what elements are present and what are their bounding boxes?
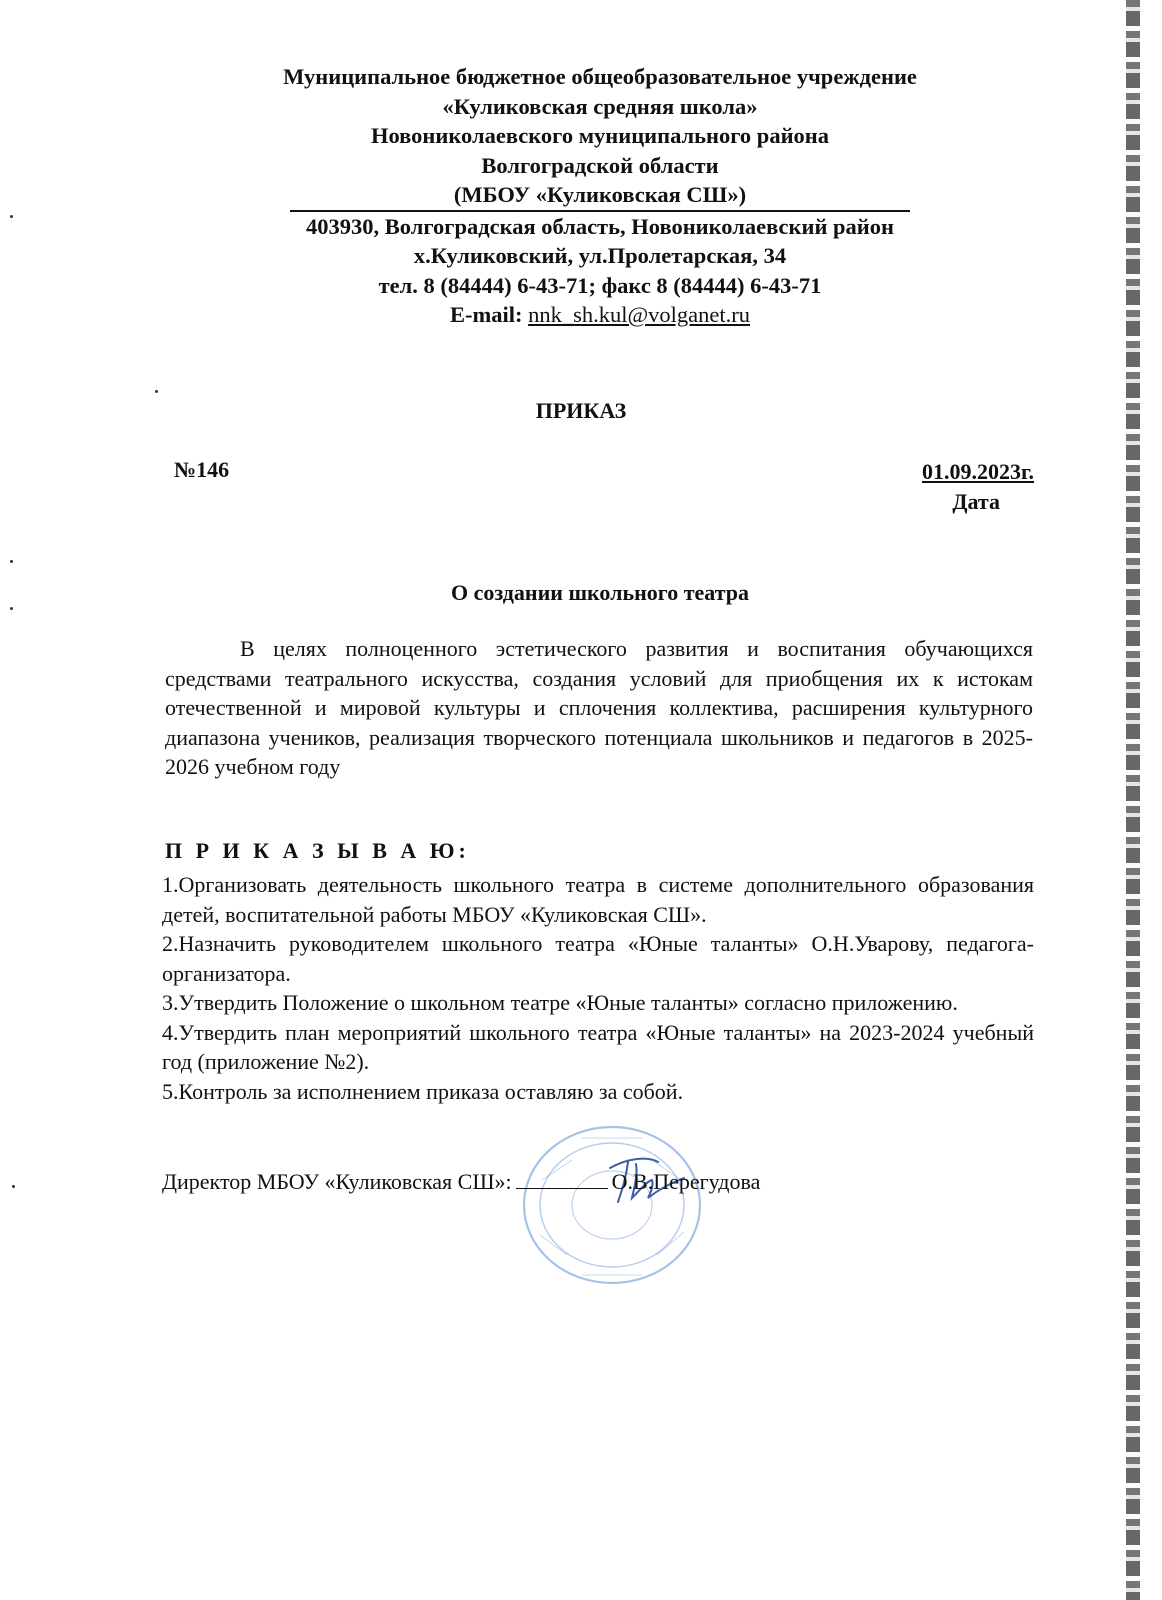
order-number: №146 (174, 457, 230, 482)
date-label: Дата (952, 489, 1000, 514)
scan-speck (12, 1185, 15, 1188)
org-name-line1: Муниципальное бюджетное общеобразовательное учреждение (283, 64, 917, 89)
order-item-5: 5.Контроль за исполнением приказа оставляю за собой. (162, 1078, 684, 1104)
address-line1: 403930, Волгоградская область, Новониколаевский район (306, 213, 894, 239)
order-heading: П Р И К А З Ы В А Ю: (165, 838, 470, 863)
phone-line: тел. 8 (84444) 6-43-71; факс 8 (84444) 6-43-71 (378, 272, 822, 298)
email-label: E-mail: (449, 302, 523, 327)
org-short-name: (МБОУ «Куликовская СШ») (290, 180, 910, 212)
scan-speck (10, 607, 13, 610)
scan-speck (10, 560, 13, 563)
order-item-3: 3.Утвердить Положение о школьном театре «Юные таланты» согласно приложению. (162, 990, 958, 1015)
preamble-paragraph: В целях полноценного эстетического развития и воспитания обучающихся средствами театрального искусства, создания условий для приобщения их к истокам отечественной и мировой культуры и сплочения коллектива, расширения культурного диапазона учеников, реализация творческого потенциала школьников и педагогов в 2025-2026 учебном году (165, 636, 1033, 779)
order-item-2: 2.Назначить руководителем школьного театра «Юные таланты» О.Н.Уварову, педагога-организатора. (162, 931, 1034, 986)
order-items (162, 870, 1034, 1106)
letterhead (160, 62, 1040, 330)
scan-speck (10, 215, 13, 218)
signature-blank (516, 1168, 608, 1189)
scan-edge-artifact (1126, 0, 1140, 1600)
order-item-4: 4.Утвердить план мероприятий школьного театра «Юные таланты» на 2023-2024 учебный год (приложение №2). (162, 1019, 1034, 1074)
document-title: ПРИКАЗ (535, 398, 627, 423)
order-item-1: 1.Организовать деятельность школьного театра в системе дополнительного образования детей, воспитательной работы МБОУ «Куликовская СШ». (162, 872, 1034, 927)
scan-speck (155, 390, 158, 393)
org-name-line2: «Куликовская средняя школа» (442, 93, 758, 119)
org-name-line4: Волгоградской области (481, 152, 719, 178)
address-line2: х.Куликовский, ул.Пролетарская, 34 (413, 243, 787, 268)
org-name-line3: Новониколаевского муниципального района (370, 123, 829, 148)
email-line (160, 300, 1040, 330)
signature-line (162, 1168, 760, 1195)
order-subject: О создании школьного театра (450, 580, 750, 605)
director-name: О.В.Перегудова (611, 1169, 761, 1194)
order-date: 01.09.2023г. (921, 459, 1034, 484)
director-position: Директор МБОУ «Куликовская СШ»: (162, 1169, 512, 1194)
email-link[interactable]: nnk_sh.kul@volganet.ru (528, 302, 751, 327)
date-block (922, 457, 1034, 517)
